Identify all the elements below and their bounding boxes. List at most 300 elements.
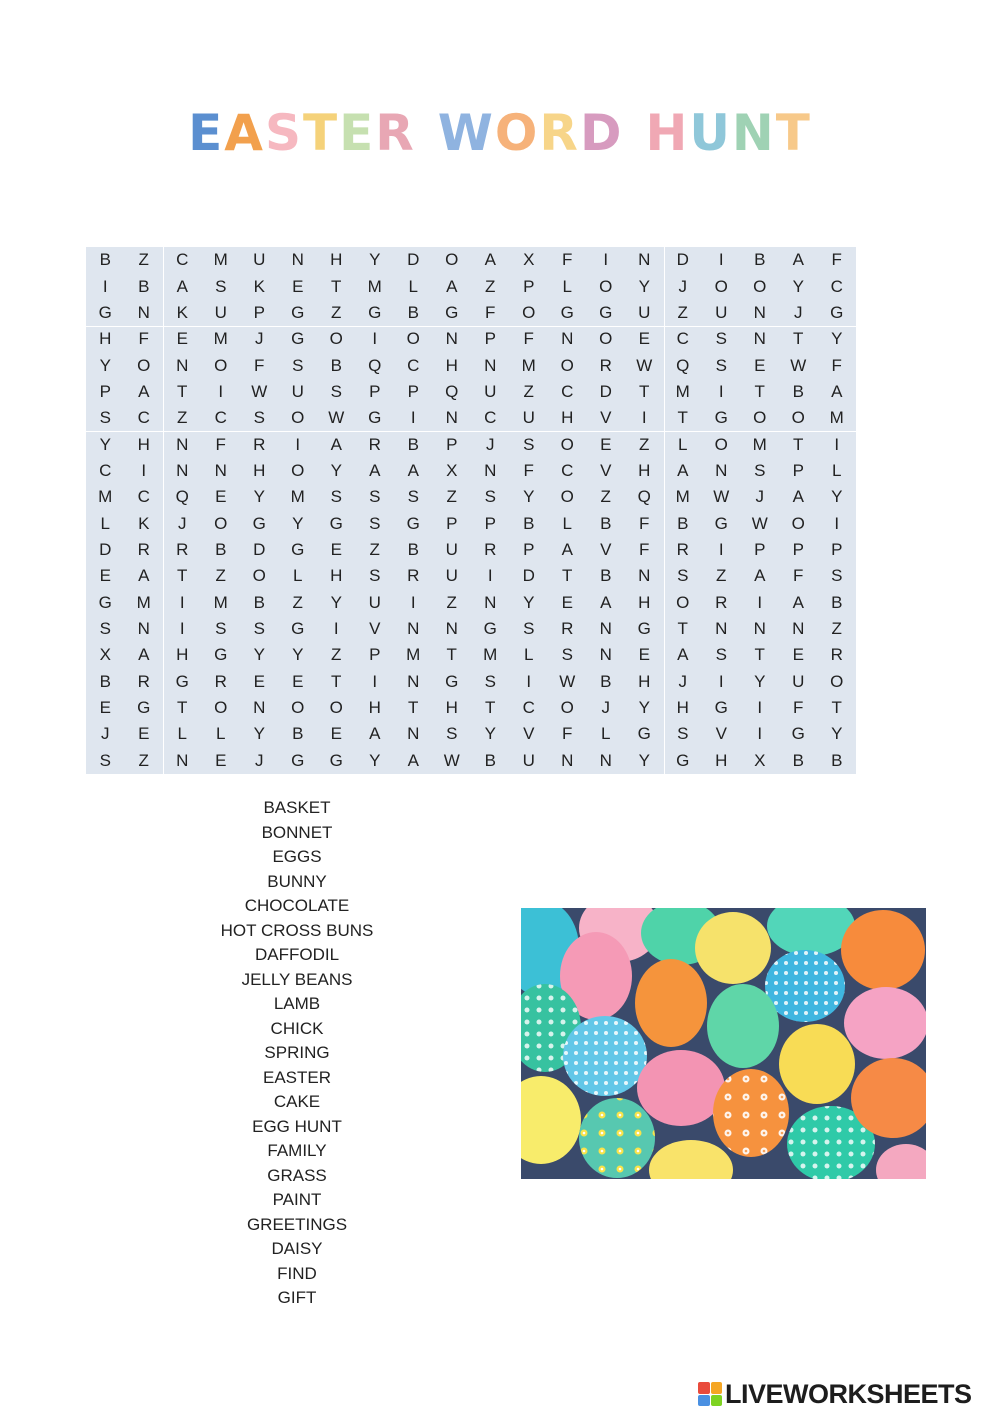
grid-cell[interactable]: E	[176, 329, 188, 349]
grid-cell[interactable]: P	[523, 276, 535, 296]
grid-cell[interactable]: D	[253, 540, 266, 560]
grid-cell[interactable]: G	[368, 408, 382, 428]
grid-cell[interactable]: E	[638, 645, 650, 665]
grid-cell[interactable]: T	[793, 434, 804, 454]
grid-cell[interactable]: S	[215, 619, 227, 639]
grid-cell[interactable]: W	[636, 355, 653, 375]
grid-cell[interactable]: H	[99, 329, 112, 349]
grid-cell[interactable]: Z	[639, 434, 650, 454]
grid-cell[interactable]: O	[329, 329, 343, 349]
grid-cell[interactable]: W	[790, 355, 807, 375]
grid-cell[interactable]: L	[678, 434, 688, 454]
grid-cell[interactable]: O	[291, 408, 305, 428]
grid-cell[interactable]: F	[639, 513, 650, 533]
grid-cell[interactable]: N	[484, 460, 497, 480]
grid-cell[interactable]: M	[675, 487, 690, 507]
grid-cell[interactable]: S	[523, 434, 535, 454]
grid-cell[interactable]: A	[176, 276, 188, 296]
grid-cell[interactable]: N	[176, 750, 189, 770]
grid-cell[interactable]: M	[483, 645, 498, 665]
grid-cell[interactable]: C	[137, 487, 150, 507]
grid-cell[interactable]: C	[214, 408, 227, 428]
grid-cell[interactable]: J	[255, 329, 264, 349]
grid-cell[interactable]: B	[407, 434, 419, 454]
grid-cell[interactable]: G	[175, 671, 189, 691]
grid-cell[interactable]: S	[677, 566, 689, 586]
grid-cell[interactable]: F	[523, 460, 534, 480]
grid-cell[interactable]: O	[791, 513, 805, 533]
grid-cell[interactable]: B	[253, 592, 265, 612]
grid-cell[interactable]: E	[99, 698, 111, 718]
grid-cell[interactable]: O	[560, 434, 574, 454]
grid-cell[interactable]: P	[523, 540, 535, 560]
grid-cell[interactable]: W	[251, 381, 268, 401]
grid-cell[interactable]: K	[253, 276, 265, 296]
grid-cell[interactable]: N	[407, 724, 420, 744]
grid-cell[interactable]: F	[215, 434, 226, 454]
grid-cell[interactable]: S	[831, 566, 843, 586]
grid-cell[interactable]: G	[445, 671, 459, 691]
grid-cell[interactable]: N	[445, 329, 458, 349]
grid-cell[interactable]: P	[446, 434, 458, 454]
grid-cell[interactable]: P	[792, 540, 804, 560]
grid-cell[interactable]: I	[718, 540, 724, 560]
grid-cell[interactable]: Q	[676, 355, 690, 375]
grid-cell[interactable]: A	[369, 460, 381, 480]
grid-cell[interactable]: J	[255, 750, 264, 770]
grid-cell[interactable]: L	[524, 645, 534, 665]
grid-cell[interactable]: I	[487, 566, 493, 586]
grid-cell[interactable]: Y	[253, 487, 265, 507]
grid-cell[interactable]: A	[561, 540, 573, 560]
grid-cell[interactable]: X	[523, 250, 535, 270]
grid-cell[interactable]: R	[176, 540, 189, 560]
grid-cell[interactable]: I	[526, 671, 532, 691]
grid-cell[interactable]: O	[599, 329, 613, 349]
grid-cell[interactable]: A	[677, 645, 689, 665]
grid-cell[interactable]: G	[291, 540, 305, 560]
grid-cell[interactable]: S	[715, 329, 727, 349]
grid-cell[interactable]: N	[599, 645, 612, 665]
grid-cell[interactable]: R	[830, 645, 843, 665]
grid-cell[interactable]: N	[445, 408, 458, 428]
grid-cell[interactable]: Z	[600, 487, 611, 507]
grid-cell[interactable]: N	[561, 750, 574, 770]
grid-cell[interactable]: V	[715, 724, 727, 744]
grid-cell[interactable]: T	[485, 698, 496, 718]
grid-cell[interactable]: I	[603, 250, 609, 270]
grid-cell[interactable]: U	[484, 381, 497, 401]
grid-cell[interactable]: H	[330, 250, 343, 270]
grid-cell[interactable]: T	[677, 408, 688, 428]
grid-cell[interactable]: N	[176, 460, 189, 480]
grid-cell[interactable]: Y	[792, 276, 804, 296]
grid-cell[interactable]: S	[561, 645, 573, 665]
grid-cell[interactable]: P	[407, 381, 419, 401]
grid-cell[interactable]: C	[99, 460, 112, 480]
grid-cell[interactable]: B	[600, 566, 612, 586]
grid-cell[interactable]: V	[600, 460, 612, 480]
grid-cell[interactable]: K	[176, 302, 188, 322]
grid-cell[interactable]: Z	[177, 408, 188, 428]
grid-cell[interactable]: B	[99, 250, 111, 270]
grid-cell[interactable]: O	[291, 460, 305, 480]
grid-cell[interactable]: E	[638, 329, 650, 349]
grid-cell[interactable]: N	[638, 566, 651, 586]
grid-cell[interactable]: R	[137, 671, 150, 691]
grid-cell[interactable]: S	[253, 408, 265, 428]
grid-cell[interactable]: J	[601, 698, 610, 718]
grid-cell[interactable]: I	[295, 434, 301, 454]
grid-cell[interactable]: J	[101, 724, 110, 744]
grid-cell[interactable]: T	[754, 381, 765, 401]
grid-cell[interactable]: M	[829, 408, 844, 428]
grid-cell[interactable]: A	[407, 460, 419, 480]
grid-cell[interactable]: E	[792, 645, 804, 665]
grid-cell[interactable]: B	[407, 302, 419, 322]
grid-cell[interactable]: E	[561, 592, 573, 612]
grid-cell[interactable]: S	[99, 750, 111, 770]
grid-cell[interactable]: B	[792, 750, 804, 770]
grid-cell[interactable]: U	[715, 302, 728, 322]
grid-cell[interactable]: L	[177, 724, 187, 744]
grid-cell[interactable]: Y	[523, 592, 535, 612]
grid-cell[interactable]: O	[560, 698, 574, 718]
grid-cell[interactable]: Z	[831, 619, 842, 639]
grid-cell[interactable]: Z	[292, 592, 303, 612]
grid-cell[interactable]: S	[754, 460, 766, 480]
grid-cell[interactable]: G	[791, 724, 805, 744]
grid-cell[interactable]: O	[753, 408, 767, 428]
grid-cell[interactable]: G	[98, 302, 112, 322]
grid-cell[interactable]: S	[446, 724, 458, 744]
grid-cell[interactable]: U	[214, 302, 227, 322]
grid-cell[interactable]: G	[368, 302, 382, 322]
grid-cell[interactable]: B	[831, 750, 843, 770]
grid-cell[interactable]: Z	[523, 381, 534, 401]
grid-cell[interactable]: M	[213, 329, 228, 349]
grid-cell[interactable]: O	[560, 487, 574, 507]
grid-cell[interactable]: N	[253, 698, 266, 718]
grid-cell[interactable]: F	[254, 355, 265, 375]
grid-cell[interactable]: P	[484, 329, 496, 349]
grid-cell[interactable]: N	[561, 329, 574, 349]
grid-cell[interactable]: C	[407, 355, 420, 375]
grid-cell[interactable]: A	[792, 487, 804, 507]
grid-cell[interactable]: V	[600, 540, 612, 560]
grid-cell[interactable]: G	[599, 302, 613, 322]
grid-cell[interactable]: Y	[831, 487, 843, 507]
grid-cell[interactable]: R	[214, 671, 227, 691]
grid-cell[interactable]: H	[676, 698, 689, 718]
grid-cell[interactable]: S	[484, 487, 496, 507]
grid-cell[interactable]: L	[216, 724, 226, 744]
grid-cell[interactable]: Z	[716, 566, 727, 586]
grid-cell[interactable]: T	[793, 329, 804, 349]
grid-cell[interactable]: Y	[638, 698, 650, 718]
grid-cell[interactable]: O	[830, 671, 844, 691]
grid-cell[interactable]: Y	[523, 487, 535, 507]
grid-cell[interactable]: L	[293, 566, 303, 586]
grid-cell[interactable]: I	[218, 381, 224, 401]
grid-cell[interactable]: S	[330, 381, 342, 401]
grid-cell[interactable]: P	[369, 381, 381, 401]
grid-cell[interactable]: N	[176, 355, 189, 375]
grid-cell[interactable]: Z	[331, 302, 342, 322]
grid-cell[interactable]: O	[252, 566, 266, 586]
grid-cell[interactable]: A	[831, 381, 843, 401]
grid-cell[interactable]: O	[445, 250, 459, 270]
grid-cell[interactable]: J	[486, 434, 495, 454]
grid-cell[interactable]: L	[408, 276, 418, 296]
grid-cell[interactable]: G	[676, 750, 690, 770]
grid-cell[interactable]: S	[330, 487, 342, 507]
grid-cell[interactable]: I	[718, 250, 724, 270]
grid-cell[interactable]: I	[179, 619, 185, 639]
grid-cell[interactable]: U	[445, 540, 458, 560]
grid-cell[interactable]: N	[445, 619, 458, 639]
grid-cell[interactable]: N	[214, 460, 227, 480]
grid-cell[interactable]: G	[406, 513, 420, 533]
grid-cell[interactable]: I	[141, 460, 147, 480]
grid-cell[interactable]: H	[638, 592, 651, 612]
grid-cell[interactable]: T	[754, 645, 765, 665]
grid-cell[interactable]: J	[755, 487, 764, 507]
grid-cell[interactable]: J	[178, 513, 187, 533]
grid-cell[interactable]: E	[99, 566, 111, 586]
grid-cell[interactable]: S	[407, 487, 419, 507]
grid-cell[interactable]: E	[215, 487, 227, 507]
grid-cell[interactable]: N	[792, 619, 805, 639]
grid-cell[interactable]: Y	[754, 671, 766, 691]
grid-cell[interactable]: Z	[369, 540, 380, 560]
grid-cell[interactable]: Y	[638, 276, 650, 296]
grid-cell[interactable]: O	[406, 329, 420, 349]
grid-cell[interactable]: N	[407, 619, 420, 639]
grid-cell[interactable]: C	[484, 408, 497, 428]
grid-cell[interactable]: N	[753, 329, 766, 349]
grid-cell[interactable]: E	[215, 750, 227, 770]
grid-cell[interactable]: I	[410, 408, 416, 428]
grid-cell[interactable]: G	[291, 619, 305, 639]
grid-cell[interactable]: M	[367, 276, 382, 296]
grid-cell[interactable]: B	[523, 513, 535, 533]
grid-cell[interactable]: E	[600, 434, 612, 454]
grid-cell[interactable]: F	[562, 724, 573, 744]
grid-cell[interactable]: M	[675, 381, 690, 401]
grid-cell[interactable]: I	[410, 592, 416, 612]
grid-cell[interactable]: N	[753, 302, 766, 322]
grid-cell[interactable]: L	[832, 460, 842, 480]
grid-cell[interactable]: G	[560, 302, 574, 322]
grid-cell[interactable]: E	[292, 276, 304, 296]
grid-cell[interactable]: U	[368, 592, 381, 612]
grid-cell[interactable]: G	[214, 645, 228, 665]
grid-cell[interactable]: M	[98, 487, 113, 507]
grid-cell[interactable]: Z	[331, 645, 342, 665]
grid-cell[interactable]: T	[331, 671, 342, 691]
grid-cell[interactable]: B	[754, 250, 766, 270]
grid-cell[interactable]: Z	[138, 750, 149, 770]
grid-cell[interactable]: U	[445, 566, 458, 586]
grid-cell[interactable]: C	[676, 329, 689, 349]
grid-cell[interactable]: S	[99, 619, 111, 639]
grid-cell[interactable]: A	[484, 250, 496, 270]
grid-cell[interactable]: X	[446, 460, 458, 480]
grid-cell[interactable]: O	[137, 355, 151, 375]
grid-cell[interactable]: A	[754, 566, 766, 586]
grid-cell[interactable]: V	[369, 619, 381, 639]
grid-cell[interactable]: F	[831, 250, 842, 270]
grid-cell[interactable]: Z	[446, 487, 457, 507]
grid-cell[interactable]: G	[714, 408, 728, 428]
grid-cell[interactable]: F	[793, 698, 804, 718]
grid-cell[interactable]: R	[137, 540, 150, 560]
grid-cell[interactable]: R	[599, 355, 612, 375]
grid-cell[interactable]: A	[600, 592, 612, 612]
grid-cell[interactable]: A	[792, 592, 804, 612]
grid-cell[interactable]: B	[330, 355, 342, 375]
grid-cell[interactable]: O	[753, 276, 767, 296]
grid-cell[interactable]: N	[176, 434, 189, 454]
grid-cell[interactable]: E	[754, 355, 766, 375]
grid-cell[interactable]: Z	[215, 566, 226, 586]
grid-cell[interactable]: F	[793, 566, 804, 586]
grid-cell[interactable]: O	[329, 698, 343, 718]
grid-cell[interactable]: G	[252, 513, 266, 533]
grid-cell[interactable]: F	[639, 540, 650, 560]
grid-cell[interactable]: O	[291, 698, 305, 718]
grid-cell[interactable]: B	[138, 276, 150, 296]
grid-cell[interactable]: O	[676, 592, 690, 612]
grid-cell[interactable]: G	[637, 724, 651, 744]
grid-cell[interactable]: Y	[292, 513, 304, 533]
grid-cell[interactable]: N	[599, 750, 612, 770]
grid-cell[interactable]: A	[677, 460, 689, 480]
grid-cell[interactable]: W	[559, 671, 576, 691]
grid-cell[interactable]: Y	[253, 724, 265, 744]
grid-cell[interactable]: Z	[677, 302, 688, 322]
grid-cell[interactable]: F	[562, 250, 573, 270]
grid-cell[interactable]: K	[138, 513, 150, 533]
grid-cell[interactable]: T	[677, 619, 688, 639]
grid-cell[interactable]: G	[291, 329, 305, 349]
grid-cell[interactable]: O	[522, 302, 536, 322]
grid-cell[interactable]: L	[562, 276, 572, 296]
grid-cell[interactable]: U	[253, 250, 266, 270]
grid-cell[interactable]: S	[715, 355, 727, 375]
grid-cell[interactable]: A	[138, 381, 150, 401]
grid-cell[interactable]: M	[136, 592, 151, 612]
grid-cell[interactable]: O	[214, 355, 228, 375]
grid-cell[interactable]: H	[445, 355, 458, 375]
grid-cell[interactable]: O	[714, 276, 728, 296]
grid-cell[interactable]: C	[522, 698, 535, 718]
grid-cell[interactable]: B	[215, 540, 227, 560]
grid-cell[interactable]: C	[137, 408, 150, 428]
grid-cell[interactable]: D	[522, 566, 535, 586]
grid-cell[interactable]: B	[484, 750, 496, 770]
grid-cell[interactable]: N	[484, 592, 497, 612]
grid-cell[interactable]: G	[329, 513, 343, 533]
grid-cell[interactable]: E	[138, 724, 150, 744]
grid-cell[interactable]: U	[522, 408, 535, 428]
grid-cell[interactable]: Y	[253, 645, 265, 665]
grid-cell[interactable]: O	[560, 355, 574, 375]
grid-cell[interactable]: Y	[369, 250, 381, 270]
grid-cell[interactable]: Q	[637, 487, 651, 507]
grid-cell[interactable]: P	[369, 645, 381, 665]
grid-cell[interactable]: G	[291, 750, 305, 770]
grid-cell[interactable]: I	[372, 329, 378, 349]
grid-cell[interactable]: Y	[99, 355, 111, 375]
grid-cell[interactable]: Q	[175, 487, 189, 507]
grid-cell[interactable]: R	[484, 540, 497, 560]
grid-cell[interactable]: R	[676, 540, 689, 560]
grid-cell[interactable]: M	[521, 355, 536, 375]
grid-cell[interactable]: Y	[99, 434, 111, 454]
grid-cell[interactable]: X	[99, 645, 111, 665]
grid-cell[interactable]: M	[213, 250, 228, 270]
grid-cell[interactable]: C	[176, 250, 189, 270]
grid-cell[interactable]: M	[406, 645, 421, 665]
grid-cell[interactable]: G	[714, 698, 728, 718]
grid-cell[interactable]: W	[328, 408, 345, 428]
grid-cell[interactable]: Y	[330, 460, 342, 480]
grid-cell[interactable]: S	[677, 724, 689, 744]
grid-cell[interactable]: N	[137, 619, 150, 639]
grid-cell[interactable]: H	[330, 566, 343, 586]
grid-cell[interactable]: B	[292, 724, 304, 744]
grid-cell[interactable]: S	[99, 408, 111, 428]
grid-cell[interactable]: M	[290, 487, 305, 507]
grid-cell[interactable]: O	[714, 434, 728, 454]
grid-cell[interactable]: V	[600, 408, 612, 428]
grid-cell[interactable]: G	[291, 302, 305, 322]
grid-cell[interactable]: P	[99, 381, 111, 401]
grid-cell[interactable]: G	[830, 302, 844, 322]
grid-cell[interactable]: R	[715, 592, 728, 612]
grid-cell[interactable]: N	[753, 619, 766, 639]
grid-cell[interactable]: A	[138, 645, 150, 665]
grid-cell[interactable]: G	[329, 750, 343, 770]
grid-cell[interactable]: F	[485, 302, 496, 322]
grid-cell[interactable]: T	[408, 698, 419, 718]
grid-cell[interactable]: U	[638, 302, 651, 322]
grid-cell[interactable]: E	[330, 540, 342, 560]
grid-cell[interactable]: H	[561, 408, 574, 428]
grid-cell[interactable]: Z	[485, 276, 496, 296]
grid-cell[interactable]: B	[99, 671, 111, 691]
grid-cell[interactable]: I	[333, 619, 339, 639]
grid-cell[interactable]: L	[601, 724, 611, 744]
grid-cell[interactable]: O	[214, 698, 228, 718]
grid-cell[interactable]: J	[678, 276, 687, 296]
grid-cell[interactable]: D	[599, 381, 612, 401]
grid-cell[interactable]: T	[177, 381, 188, 401]
grid-cell[interactable]: D	[99, 540, 112, 560]
grid-cell[interactable]: G	[98, 592, 112, 612]
grid-cell[interactable]: H	[176, 645, 189, 665]
grid-cell[interactable]: I	[372, 671, 378, 691]
grid-cell[interactable]: T	[639, 381, 650, 401]
grid-cell[interactable]: S	[484, 671, 496, 691]
grid-cell[interactable]: I	[757, 592, 763, 612]
grid-cell[interactable]: E	[330, 724, 342, 744]
grid-cell[interactable]: U	[291, 381, 304, 401]
grid-cell[interactable]: L	[562, 513, 572, 533]
grid-cell[interactable]: S	[369, 566, 381, 586]
